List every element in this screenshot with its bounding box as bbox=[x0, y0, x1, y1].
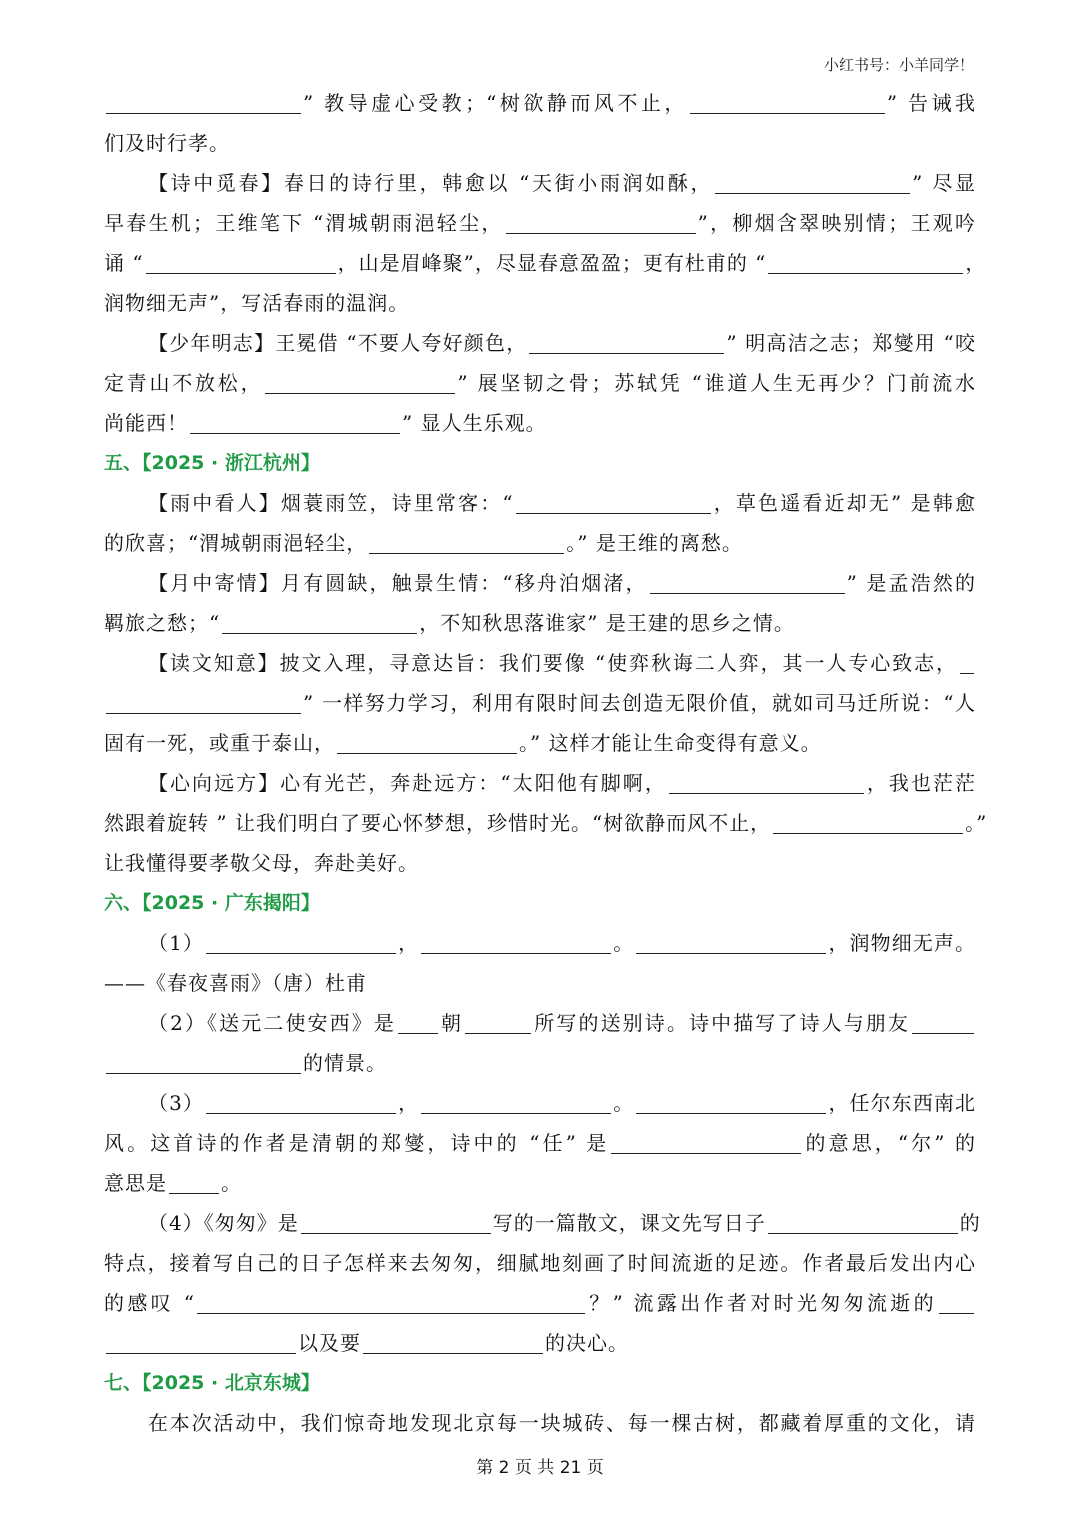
text-line: 特点，接着写自己的日子怎样来去匆匆，细腻地刻画了时间流逝的足迹。作者最后发出内心 bbox=[104, 1251, 976, 1275]
text-line: 在本次活动中，我们惊奇地发现北京每一块城砖、每一棵古树，都藏着厚重的文化，请 bbox=[148, 1411, 976, 1435]
text-line: 【诗中觅春】春日的诗行里，韩愈以 “天街小雨润如酥， ” 尽显 bbox=[148, 171, 976, 195]
answer-blank[interactable] bbox=[506, 211, 696, 234]
text-line: 以及要 的决心。 bbox=[104, 1323, 976, 1363]
answer-blank[interactable] bbox=[398, 1011, 438, 1034]
answer-blank[interactable] bbox=[669, 771, 864, 794]
text-line: 尚能西！ ” 显人生乐观。 bbox=[104, 411, 547, 435]
answer-blank[interactable] bbox=[768, 251, 963, 274]
text-line: ” 一样努力学习，利用有限时间去创造无限价值，就如司马迁所说：“人 bbox=[104, 683, 976, 723]
answer-blank[interactable] bbox=[265, 371, 455, 394]
answer-blank[interactable] bbox=[146, 251, 336, 274]
answer-blank[interactable] bbox=[960, 651, 974, 674]
answer-blank[interactable] bbox=[222, 611, 417, 634]
text-line: 然跟着旋转 ” 让我们明白了要心怀梦想，珍惜时光。“树欲静而风不止， 。” bbox=[104, 811, 988, 835]
answer-blank[interactable] bbox=[421, 1091, 611, 1114]
answer-blank[interactable] bbox=[337, 731, 517, 754]
answer-blank[interactable] bbox=[190, 411, 400, 434]
question-2-line: （2）《送元二使安西》是 朝 所写的送别诗。诗中描写了诗人与朋友 bbox=[104, 1003, 976, 1043]
answer-blank[interactable] bbox=[529, 331, 724, 354]
answer-blank[interactable] bbox=[912, 1011, 974, 1034]
answer-blank[interactable] bbox=[197, 1291, 585, 1314]
text-line: 固有一死，或重于泰山， 。” 这样才能让生命变得有意义。 bbox=[104, 731, 822, 755]
answer-blank[interactable] bbox=[715, 171, 910, 194]
text-line: 们及时行孝。 bbox=[104, 131, 230, 155]
page-content bbox=[104, 83, 988, 1443]
text-line: 【少年明志】王冕借 “不要人夸好颜色， ” 明高洁之志；郑燮用 “咬 bbox=[148, 331, 976, 355]
answer-blank[interactable] bbox=[169, 1171, 219, 1194]
answer-blank[interactable] bbox=[465, 1011, 531, 1034]
text-line: 羁旅之愁；“ ，不知秋思落谁家” 是王建的思乡之情。 bbox=[104, 611, 795, 635]
text-line: 早春生机；王维笔下 “渭城朝雨浥轻尘， ”，柳烟含翠映别情；王观吟 bbox=[104, 211, 976, 235]
answer-blank[interactable] bbox=[768, 1211, 958, 1234]
answer-blank[interactable] bbox=[516, 491, 711, 514]
answer-blank[interactable] bbox=[773, 811, 963, 834]
text-line: 【读文知意】披文入理，寻意达旨：我们要像 “使弈秋诲二人弈，其一人专心致志， bbox=[104, 643, 976, 683]
answer-blank[interactable] bbox=[363, 1331, 543, 1354]
text-line: 的感叹 “ ？” 流露出作者对时光匆匆流逝的 bbox=[104, 1283, 976, 1323]
text-line: 润物细无声”，写活春雨的温润。 bbox=[104, 291, 410, 315]
answer-blank[interactable] bbox=[421, 931, 611, 954]
answer-blank[interactable] bbox=[939, 1291, 974, 1314]
answer-blank[interactable] bbox=[636, 1091, 826, 1114]
text-line: 的情景。 bbox=[104, 1043, 976, 1083]
answer-blank[interactable] bbox=[206, 931, 396, 954]
text-line: 【月中寄情】月有圆缺，触景生情：“移舟泊烟渚， ” 是孟浩然的 bbox=[148, 571, 976, 595]
section-heading-7: 七、【2025 · 北京东城】 bbox=[104, 1372, 320, 1394]
watermark: 小红书号：小羊同学！ bbox=[823, 56, 974, 74]
answer-blank[interactable] bbox=[301, 1211, 491, 1234]
text-line: 【雨中看人】烟蓑雨笠，诗里常客：“ ，草色遥看近却无” 是韩愈 bbox=[148, 491, 976, 515]
answer-blank[interactable] bbox=[106, 691, 301, 714]
answer-blank[interactable] bbox=[690, 91, 885, 114]
text-line: ” 教导虚心受教；“树欲静而风不止， ” 告诫我 bbox=[104, 83, 976, 123]
section-heading-5: 五、【2025 · 浙江杭州】 bbox=[104, 452, 320, 474]
text-line: 诵 “ ，山是眉峰聚”，尽显春意盈盈；更有杜甫的 “ ， bbox=[104, 251, 987, 275]
question-1-line: （1） ， 。 ，润物细无声。 bbox=[148, 931, 977, 955]
section-heading-6: 六、【2025 · 广东揭阳】 bbox=[104, 892, 320, 914]
poem-source: ——《春夜喜雨》（唐）杜甫 bbox=[104, 971, 367, 995]
answer-blank[interactable] bbox=[611, 1131, 801, 1154]
question-4-line: （4）《匆匆》是 写的一篇散文，课文先写日子 的 bbox=[148, 1211, 981, 1235]
text-line: 意思是 。 bbox=[104, 1171, 242, 1195]
answer-blank[interactable] bbox=[106, 1051, 301, 1074]
text-line: 定青山不放松， ” 展坚韧之骨；苏轼凭 “谁道人生无再少？门前流水 bbox=[104, 371, 976, 395]
text-line: 让我懂得要孝敬父母，奔赴美好。 bbox=[104, 851, 419, 875]
text-line: 的欣喜；“渭城朝雨浥轻尘， 。” 是王维的离愁。 bbox=[104, 531, 743, 555]
answer-blank[interactable] bbox=[636, 931, 826, 954]
text-line: 风。这首诗的作者是清朝的郑燮，诗中的 “任” 是 的意思，“尔” 的 bbox=[104, 1131, 976, 1155]
text-line: 【心向远方】心有光芒，奔赴远方：“太阳他有脚啊， ，我也茫茫 bbox=[148, 771, 976, 795]
page-number: 第 2 页 共 21 页 bbox=[476, 1458, 604, 1478]
answer-blank[interactable] bbox=[106, 1331, 296, 1354]
question-3-line: （3） ， 。 ，任尔东西南北 bbox=[148, 1091, 977, 1115]
answer-blank[interactable] bbox=[106, 91, 301, 114]
answer-blank[interactable] bbox=[206, 1091, 396, 1114]
answer-blank[interactable] bbox=[650, 571, 845, 594]
answer-blank[interactable] bbox=[369, 531, 564, 554]
